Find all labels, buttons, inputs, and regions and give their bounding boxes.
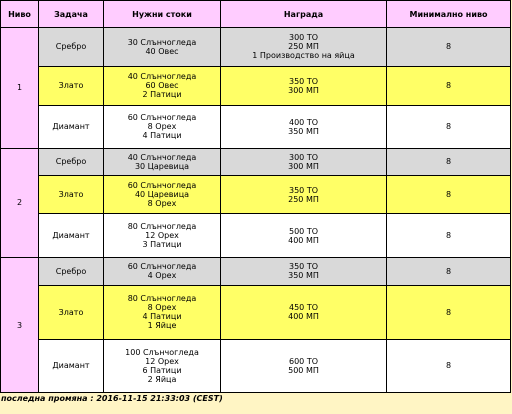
task-cell: Сребро bbox=[39, 28, 104, 67]
min-level-cell: 8 bbox=[387, 258, 511, 286]
min-level-cell: 8 bbox=[387, 339, 511, 392]
reward-item: 450 ТО bbox=[289, 303, 318, 313]
stock-item: 40 Царевица bbox=[134, 190, 190, 200]
table-row bbox=[1, 258, 511, 286]
stock-cell bbox=[104, 148, 221, 176]
reward-item: 350 ТО bbox=[289, 76, 318, 86]
table-row bbox=[1, 285, 511, 339]
reward-cell bbox=[221, 339, 387, 392]
stock-item: 60 Слънчогледа bbox=[127, 113, 197, 123]
reward-cell bbox=[221, 285, 387, 339]
reward-cell bbox=[221, 258, 387, 286]
reward-cell bbox=[221, 176, 387, 214]
stock-item: 40 Слънчогледа bbox=[127, 72, 197, 82]
stock-cell bbox=[104, 28, 221, 67]
quest-table-body bbox=[1, 28, 511, 393]
last-modified-footer: последна промяна : 2016-11-15 21:33:03 (CEST) bbox=[1, 394, 223, 403]
stock-item: 8 Орех bbox=[147, 122, 177, 132]
header-row bbox=[1, 1, 511, 28]
min-level-cell: 8 bbox=[387, 148, 511, 176]
stock-item: 8 Орех bbox=[147, 303, 177, 313]
reward-item: 300 МП bbox=[288, 161, 319, 171]
reward-cell bbox=[221, 66, 387, 105]
reward-item: 350 ТО bbox=[289, 262, 318, 272]
stock-item: 80 Слънчогледа bbox=[127, 222, 197, 232]
stock-item: 40 Овес bbox=[145, 46, 179, 56]
stock-item: 4 Патици bbox=[142, 131, 182, 141]
stock-item: 30 Слънчогледа bbox=[127, 37, 197, 47]
reward-item: 300 ТО bbox=[289, 152, 318, 162]
stock-item: 60 Овес bbox=[145, 81, 179, 91]
header-stock: Нужни стоки bbox=[104, 1, 221, 28]
reward-item: 250 МП bbox=[288, 194, 319, 204]
table-row bbox=[1, 66, 511, 105]
min-level-cell: 8 bbox=[387, 28, 511, 67]
task-cell: Сребро bbox=[39, 148, 104, 176]
table-row bbox=[1, 105, 511, 148]
stock-cell bbox=[104, 285, 221, 339]
reward-item: 500 ТО bbox=[289, 226, 318, 236]
table-row bbox=[1, 148, 511, 176]
stock-item: 3 Патици bbox=[142, 240, 182, 250]
stock-item: 40 Слънчогледа bbox=[127, 152, 197, 162]
task-cell: Злато bbox=[39, 176, 104, 214]
level-cell: 1 bbox=[1, 28, 39, 149]
reward-item: 350 ТО bbox=[289, 185, 318, 195]
header-min-level: Минимално ниво bbox=[387, 1, 511, 28]
stock-item: 30 Царевица bbox=[134, 161, 190, 171]
table-row bbox=[1, 214, 511, 258]
stock-item: 6 Патици bbox=[142, 365, 182, 375]
min-level-cell: 8 bbox=[387, 66, 511, 105]
table-row bbox=[1, 339, 511, 392]
stock-item: 12 Орех bbox=[145, 356, 179, 366]
min-level-cell: 8 bbox=[387, 285, 511, 339]
stock-cell bbox=[104, 176, 221, 214]
stock-item: 4 Орех bbox=[147, 271, 177, 281]
reward-item: 400 МП bbox=[288, 235, 319, 245]
stock-cell bbox=[104, 258, 221, 286]
reward-item: 300 ТО bbox=[289, 33, 318, 43]
reward-item: 400 МП bbox=[288, 312, 319, 322]
stock-item: 1 Яйце bbox=[147, 321, 177, 331]
min-level-cell: 8 bbox=[387, 214, 511, 258]
reward-cell bbox=[221, 214, 387, 258]
stock-item: 12 Орех bbox=[145, 231, 179, 241]
reward-item: 500 МП bbox=[288, 365, 319, 375]
task-cell: Диамант bbox=[39, 214, 104, 258]
reward-cell bbox=[221, 105, 387, 148]
stock-item: 2 Патици bbox=[142, 90, 182, 100]
reward-item: 1 Производство на яйца bbox=[252, 51, 355, 61]
min-level-cell: 8 bbox=[387, 176, 511, 214]
header-level: Ниво bbox=[1, 1, 39, 28]
reward-item: 350 МП bbox=[288, 126, 319, 136]
stock-item: 60 Слънчогледа bbox=[127, 181, 197, 191]
reward-item: 250 МП bbox=[288, 42, 319, 52]
task-cell: Злато bbox=[39, 66, 104, 105]
task-cell: Диамант bbox=[39, 339, 104, 392]
reward-cell bbox=[221, 28, 387, 67]
reward-item: 600 ТО bbox=[289, 356, 318, 366]
task-cell: Сребро bbox=[39, 258, 104, 286]
stock-item: 2 Яйца bbox=[147, 374, 177, 384]
reward-item: 300 МП bbox=[288, 85, 319, 95]
header-reward: Награда bbox=[221, 1, 387, 28]
task-cell: Злато bbox=[39, 285, 104, 339]
level-cell: 3 bbox=[1, 258, 39, 393]
stock-cell bbox=[104, 105, 221, 148]
task-cell: Диамант bbox=[39, 105, 104, 148]
stock-cell bbox=[104, 66, 221, 105]
stock-item: 4 Патици bbox=[142, 312, 182, 322]
reward-item: 400 ТО bbox=[289, 117, 318, 127]
table-row bbox=[1, 176, 511, 214]
stock-item: 80 Слънчогледа bbox=[127, 294, 197, 304]
reward-item: 350 МП bbox=[288, 271, 319, 281]
stock-item: 60 Слънчогледа bbox=[127, 262, 197, 272]
stock-item: 8 Орех bbox=[147, 199, 177, 209]
reward-cell bbox=[221, 148, 387, 176]
stock-cell bbox=[104, 214, 221, 258]
table-row bbox=[1, 28, 511, 67]
header-task: Задача bbox=[39, 1, 104, 28]
level-cell: 2 bbox=[1, 148, 39, 257]
stock-cell bbox=[104, 339, 221, 392]
stock-item: 100 Слънчогледа bbox=[125, 347, 199, 357]
min-level-cell: 8 bbox=[387, 105, 511, 148]
